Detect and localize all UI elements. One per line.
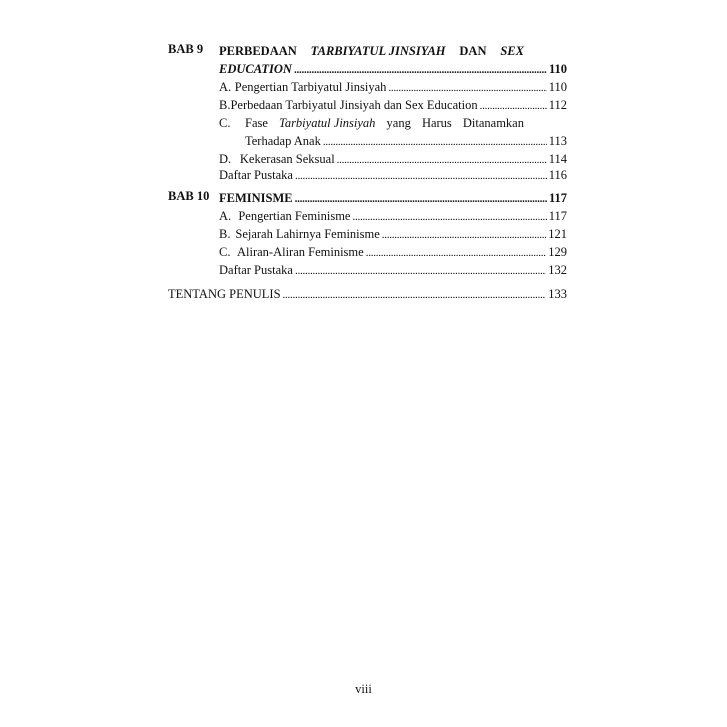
toc-entry-text: Daftar Pustaka xyxy=(219,168,293,182)
bab-9-title-line2 xyxy=(219,60,567,78)
bab-10-page: 117 xyxy=(548,191,567,205)
toc-entry-text: Pengertian Tarbiyatul Jinsiyah xyxy=(234,80,387,94)
bab-9-title-word: DAN xyxy=(459,44,487,58)
dot-leader xyxy=(366,243,547,262)
toc-entry xyxy=(219,207,567,225)
toc-entry-text: Kekerasan Seksual xyxy=(239,152,335,166)
toc-entry-text: yang xyxy=(386,116,411,130)
bab-10-title xyxy=(219,189,567,207)
dot-leader xyxy=(323,132,547,151)
toc-entry-text: Pengertian Feminisme xyxy=(238,209,351,223)
toc-entry-continuation xyxy=(245,132,567,150)
dot-leader xyxy=(294,60,547,79)
toc-entry-page: 129 xyxy=(548,245,567,259)
toc-pustaka xyxy=(219,166,567,184)
toc-entry-label: C. xyxy=(219,116,231,130)
dot-leader xyxy=(295,261,546,280)
toc-entry-text: Ditanamkan xyxy=(462,116,524,130)
dot-leader xyxy=(295,189,547,208)
toc-pustaka xyxy=(219,261,567,279)
toc-entry-text: Sejarah Lahirnya Feminisme xyxy=(235,227,380,241)
page-number: viii xyxy=(355,682,372,696)
toc-entry-label: B. xyxy=(219,98,231,112)
bab-9-title-word: PERBEDAAN xyxy=(219,44,297,58)
toc-entry xyxy=(219,243,567,261)
toc-entry-page: 116 xyxy=(548,168,567,182)
bab-10-title-text: FEMINISME xyxy=(219,191,293,205)
dot-leader xyxy=(382,225,546,244)
toc-entry-label: D. xyxy=(219,152,232,166)
toc-entry-page: 114 xyxy=(548,152,567,166)
toc-entry xyxy=(219,225,567,243)
toc-entry-page: 132 xyxy=(548,263,567,277)
toc-entry-label: C. xyxy=(219,245,231,259)
toc-entry-page: 133 xyxy=(548,287,567,301)
toc-entry-text: Harus xyxy=(421,116,452,130)
bab-9-title-italic: TARBIYATUL JINSIYAH xyxy=(310,44,446,58)
toc-entry-text: TENTANG PENULIS xyxy=(168,287,281,301)
toc-entry-page: 113 xyxy=(548,134,567,148)
dot-leader xyxy=(283,285,547,304)
toc-entry-page: 121 xyxy=(548,227,567,241)
toc-entry-text: Aliran-Aliran Feminisme xyxy=(236,245,364,259)
toc-penulis xyxy=(168,285,567,303)
toc-entry-label: A. xyxy=(219,80,232,94)
toc-entry xyxy=(219,96,567,114)
toc-entry-label: A. xyxy=(219,209,232,223)
toc-entry xyxy=(219,114,524,132)
bab-9-title-italic: SEX xyxy=(500,44,524,58)
dot-leader xyxy=(480,96,547,115)
toc-entry-page: 110 xyxy=(548,80,567,94)
bab-9-title-italic: EDUCATION xyxy=(219,62,292,76)
bab-9-page: 110 xyxy=(548,62,567,76)
dot-leader xyxy=(295,166,547,185)
toc-entry-label: B. xyxy=(219,227,231,241)
toc-entry-page: 112 xyxy=(548,98,567,112)
toc-entry-page: 117 xyxy=(548,209,567,223)
toc-entry-text-italic: Tarbiyatul Jinsiyah xyxy=(279,116,376,130)
toc-entry-text: Terhadap Anak xyxy=(245,134,321,148)
dot-leader xyxy=(388,78,546,97)
toc-entry xyxy=(219,78,567,96)
toc-entry-text: Daftar Pustaka xyxy=(219,263,293,277)
bab-10-number: BAB 10 xyxy=(168,189,210,203)
toc-entry-text: Perbedaan Tarbiyatul Jinsiyah dan Sex Education xyxy=(230,98,478,112)
dot-leader xyxy=(352,207,546,226)
toc-entry-text: Fase xyxy=(245,116,268,130)
bab-9-title-line1 xyxy=(219,42,524,60)
bab-9-number: BAB 9 xyxy=(168,42,204,56)
